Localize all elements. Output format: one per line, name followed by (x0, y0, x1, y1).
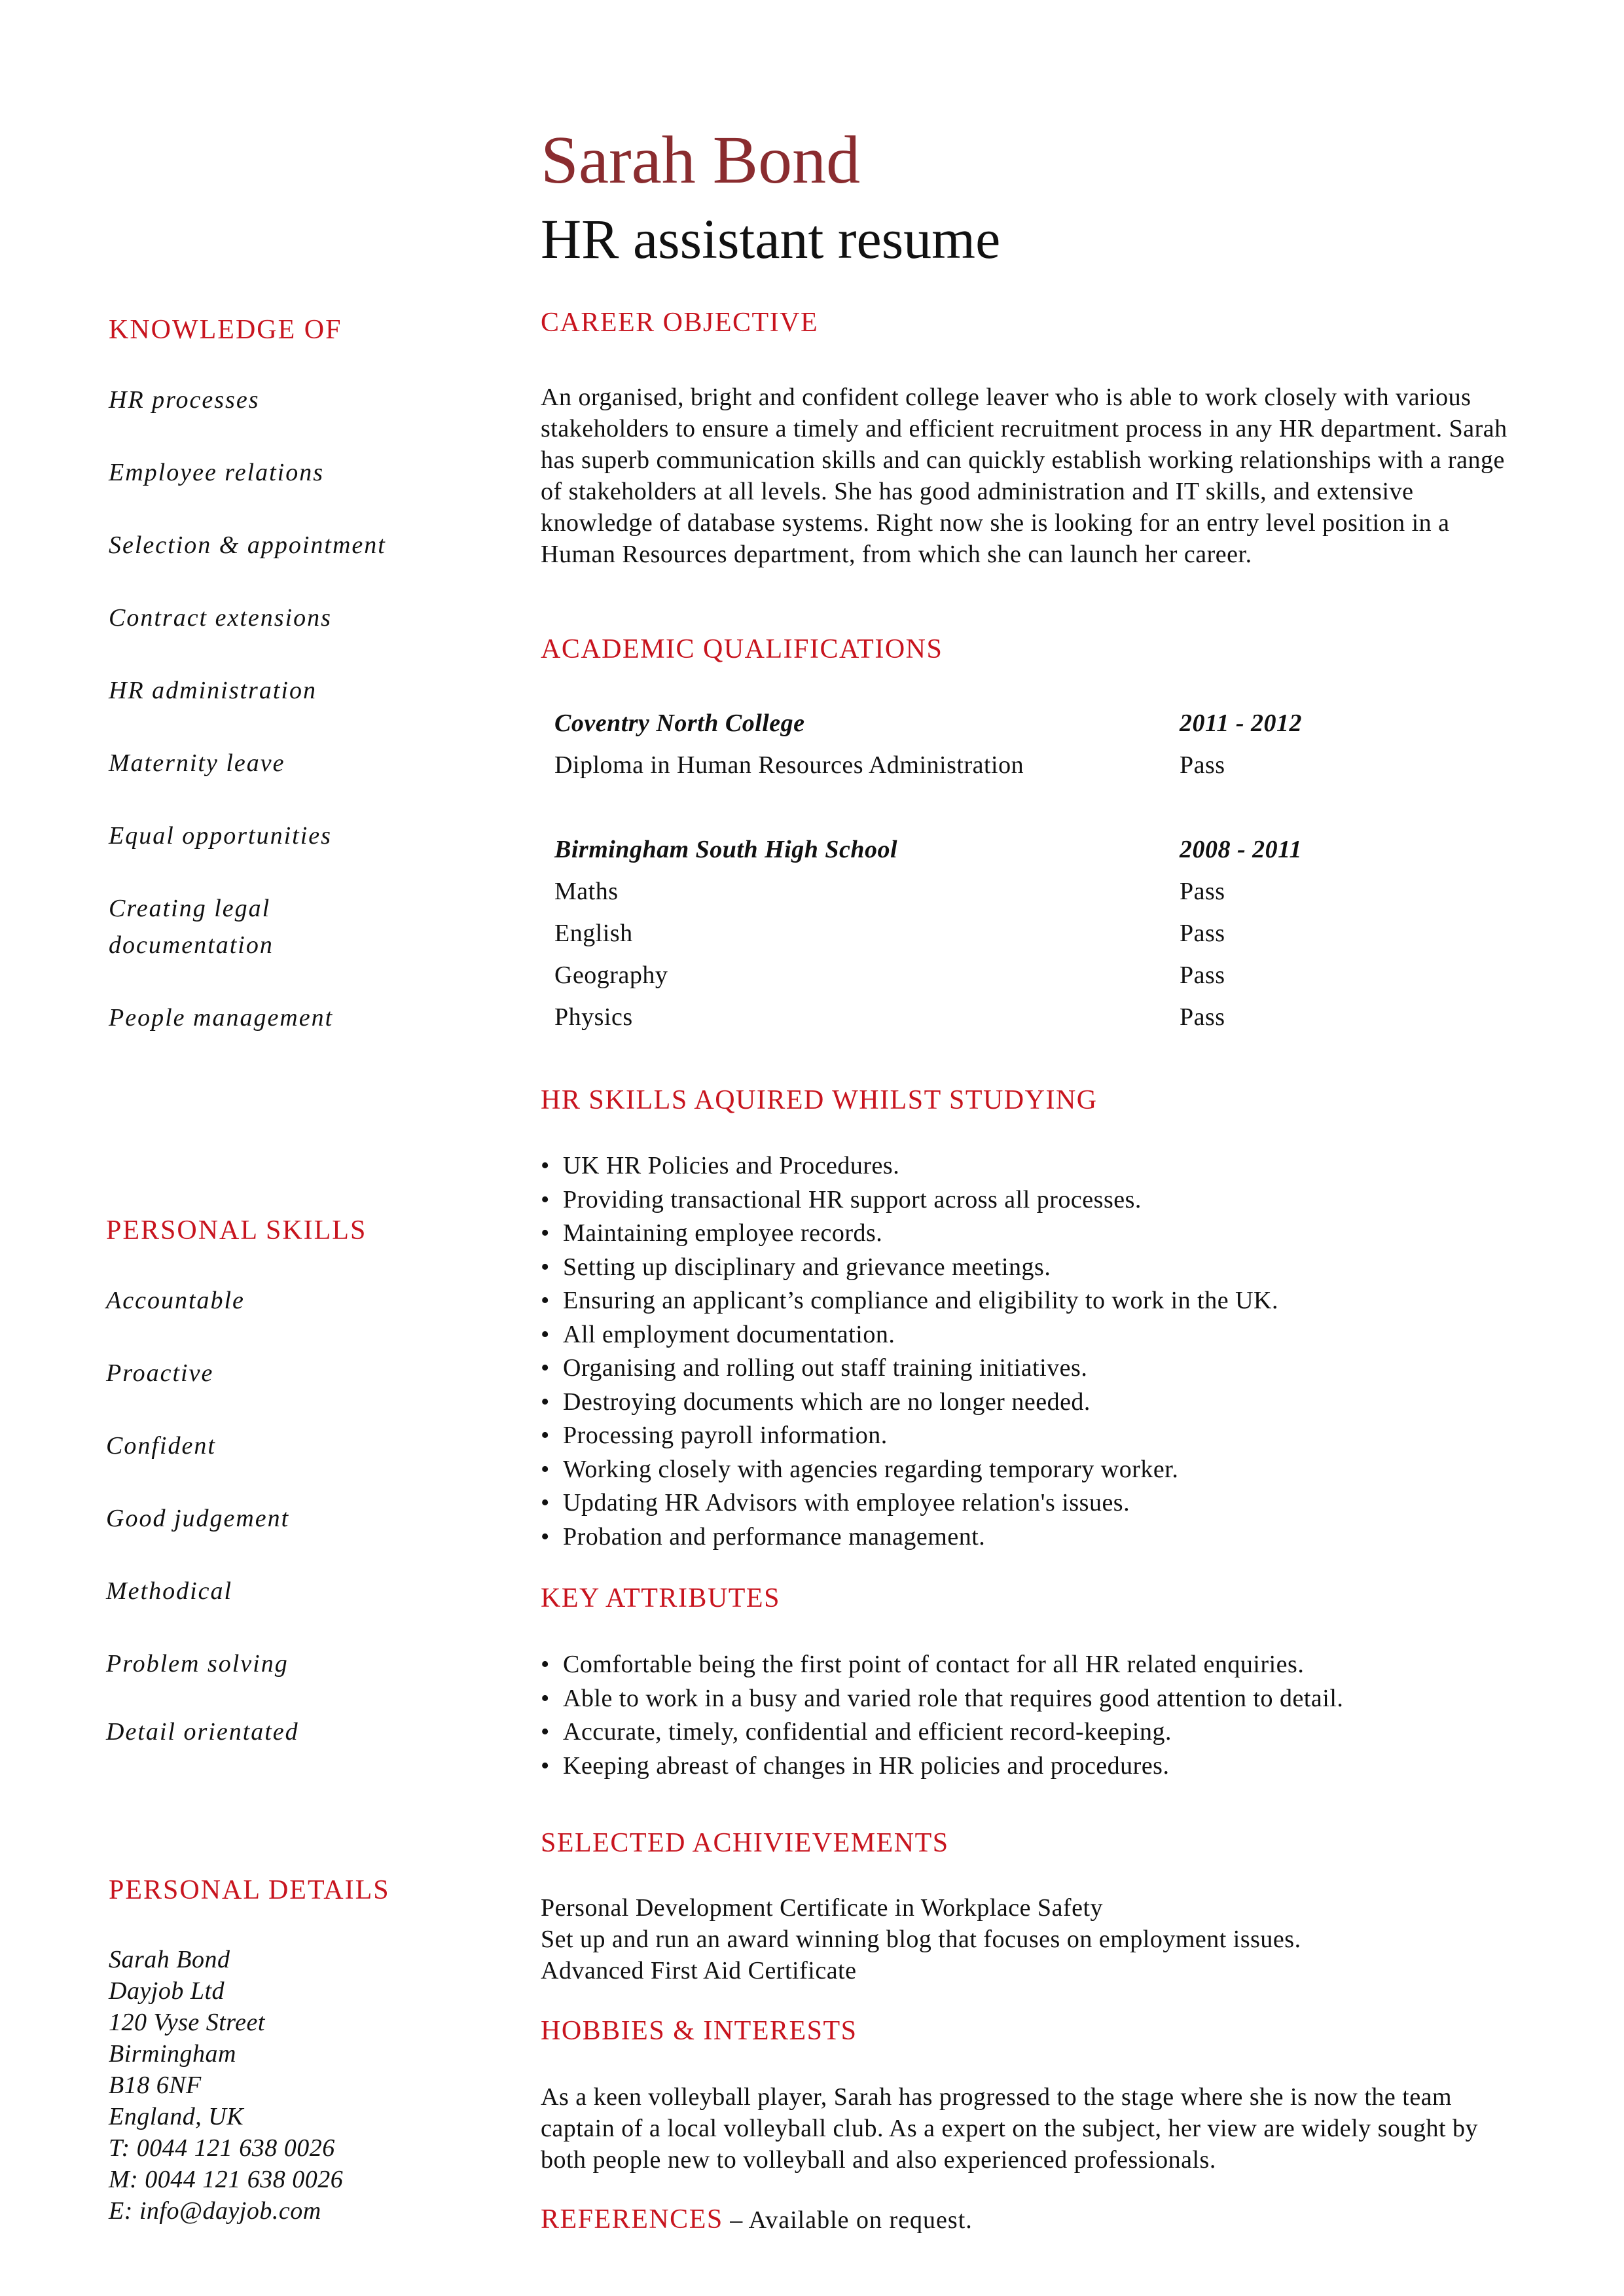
list-item: • Ensuring an applicant’s compliance and eligibility to work in the UK. (541, 1284, 1278, 1318)
career-objective-heading: CAREER OBJECTIVE (541, 308, 819, 338)
knowledge-item: Maternity leave (109, 749, 285, 777)
achievements-block (541, 1892, 1301, 1986)
subject: Geography (554, 961, 668, 989)
list-item: • Able to work in a busy and varied role that requires good attention to detail. (541, 1682, 1343, 1716)
hobbies-text: As a keen volleyball player, Sarah has progressed to the stage where she is now the team captain of a local volleyball club. As a expert on the subject, her view are widely sought by both people new to volleyball and also experienced professionals. (541, 2083, 1479, 2174)
result: Pass (1180, 878, 1225, 905)
dates: 2011 - 2012 (1180, 709, 1303, 737)
personal-details-heading: PERSONAL DETAILS (109, 1875, 390, 1905)
references-heading: REFERENCES (541, 2204, 723, 2234)
knowledge-item: Employee relations (109, 459, 325, 486)
knowledge-item: Creating legal documentation (109, 895, 274, 959)
dates: 2008 - 2011 (1180, 836, 1303, 863)
candidate-name: Sarah Bond (541, 122, 861, 198)
list-item: • Providing transactional HR support across all processes. (541, 1183, 1278, 1217)
detail-phone: T: 0044 121 638 0026 (109, 2134, 335, 2162)
list-item: • Processing payroll information. (541, 1419, 1278, 1453)
list-item: • Keeping abreast of changes in HR policies and procedures. (541, 1749, 1343, 1784)
detail-email: E: info@dayjob.com (109, 2197, 321, 2225)
list-item: • Updating HR Advisors with employee relation's issues. (541, 1486, 1278, 1520)
result: Pass (1180, 751, 1225, 779)
skill-item: Detail orientated (106, 1718, 299, 1746)
list-item: • All employment documentation. (541, 1318, 1278, 1352)
institution: Coventry North College (554, 709, 805, 737)
list-item: • Accurate, timely, confidential and efficient record-keeping. (541, 1715, 1343, 1749)
result: Pass (1180, 961, 1225, 989)
knowledge-item: People management (109, 1004, 334, 1031)
subject: Physics (554, 1003, 633, 1031)
hr-skills-heading: HR SKILLS AQUIRED WHILST STUDYING (541, 1085, 1098, 1115)
skill-item: Problem solving (106, 1650, 289, 1677)
hobbies-heading: HOBBIES & INTERESTS (541, 2016, 857, 2046)
career-objective-text: An organised, bright and confident college leaver who is able to work closely with various stakeholders to ensure a timely and efficient recruitment process in any HR department. Sarah has superb communication skills and can quickly establish working relationships with a range of stakeholders at all levels. She has good administration and IT skills, and extensive knowledge of database systems. Right now she is looking for an entry level position in a Human Resources department, from which she can launch her career. (541, 384, 1507, 568)
skill-item: Confident (106, 1432, 216, 1460)
subject: Diploma in Human Resources Administration (554, 751, 1024, 779)
subject: English (554, 920, 633, 947)
hr-skills-list (541, 1149, 1278, 1554)
subject: Maths (554, 878, 619, 905)
knowledge-item: Contract extensions (109, 604, 332, 632)
key-attributes-list (541, 1648, 1343, 1783)
detail-mobile: M: 0044 121 638 0026 (109, 2166, 344, 2193)
personal-details-block (109, 1944, 343, 2227)
detail-line: 120 Vyse Street (109, 2009, 265, 2036)
key-attributes-heading: KEY ATTRIBUTES (541, 1583, 780, 1613)
achievements-heading: SELECTED ACHIVIEVEMENTS (541, 1828, 949, 1858)
detail-line: Birmingham (109, 2040, 236, 2068)
achievement-line: Personal Development Certificate in Workplace Safety (541, 1894, 1104, 1922)
knowledge-item: HR administration (109, 677, 317, 704)
knowledge-heading: KNOWLEDGE OF (109, 315, 342, 345)
result: Pass (1180, 920, 1225, 947)
list-item: • Organising and rolling out staff training initiatives. (541, 1352, 1278, 1386)
detail-line: Dayjob Ltd (109, 1977, 225, 2005)
detail-line: B18 6NF (109, 2072, 202, 2099)
list-item: • UK HR Policies and Procedures. (541, 1149, 1278, 1183)
result: Pass (1180, 1003, 1225, 1031)
resume-title: HR assistant resume (541, 207, 1001, 270)
list-item: • Setting up disciplinary and grievance meetings. (541, 1251, 1278, 1285)
skill-item: Accountable (106, 1287, 245, 1314)
achievement-line: Set up and run an award winning blog that focuses on employment issues. (541, 1926, 1301, 1953)
academic-heading: ACADEMIC QUALIFICATIONS (541, 634, 943, 664)
list-item: • Comfortable being the first point of contact for all HR related enquiries. (541, 1648, 1343, 1682)
knowledge-item: HR processes (109, 386, 260, 414)
skill-item: Good judgement (106, 1505, 290, 1532)
achievement-line: Advanced First Aid Certificate (541, 1957, 857, 1984)
references-text: – Available on request. (723, 2206, 973, 2234)
list-item: • Working closely with agencies regarding temporary worker. (541, 1453, 1278, 1487)
knowledge-item: Equal opportunities (109, 822, 332, 850)
list-item: • Probation and performance management. (541, 1520, 1278, 1554)
references-line (541, 2202, 973, 2237)
knowledge-item: Selection & appointment (109, 531, 386, 559)
institution: Birmingham South High School (554, 836, 898, 863)
list-item: • Destroying documents which are no longer needed. (541, 1386, 1278, 1420)
detail-line: England, UK (109, 2103, 244, 2130)
detail-line: Sarah Bond (109, 1946, 230, 1973)
personal-skills-heading: PERSONAL SKILLS (106, 1215, 367, 1246)
list-item: • Maintaining employee records. (541, 1217, 1278, 1251)
skill-item: Methodical (106, 1577, 233, 1605)
skill-item: Proactive (106, 1359, 214, 1387)
